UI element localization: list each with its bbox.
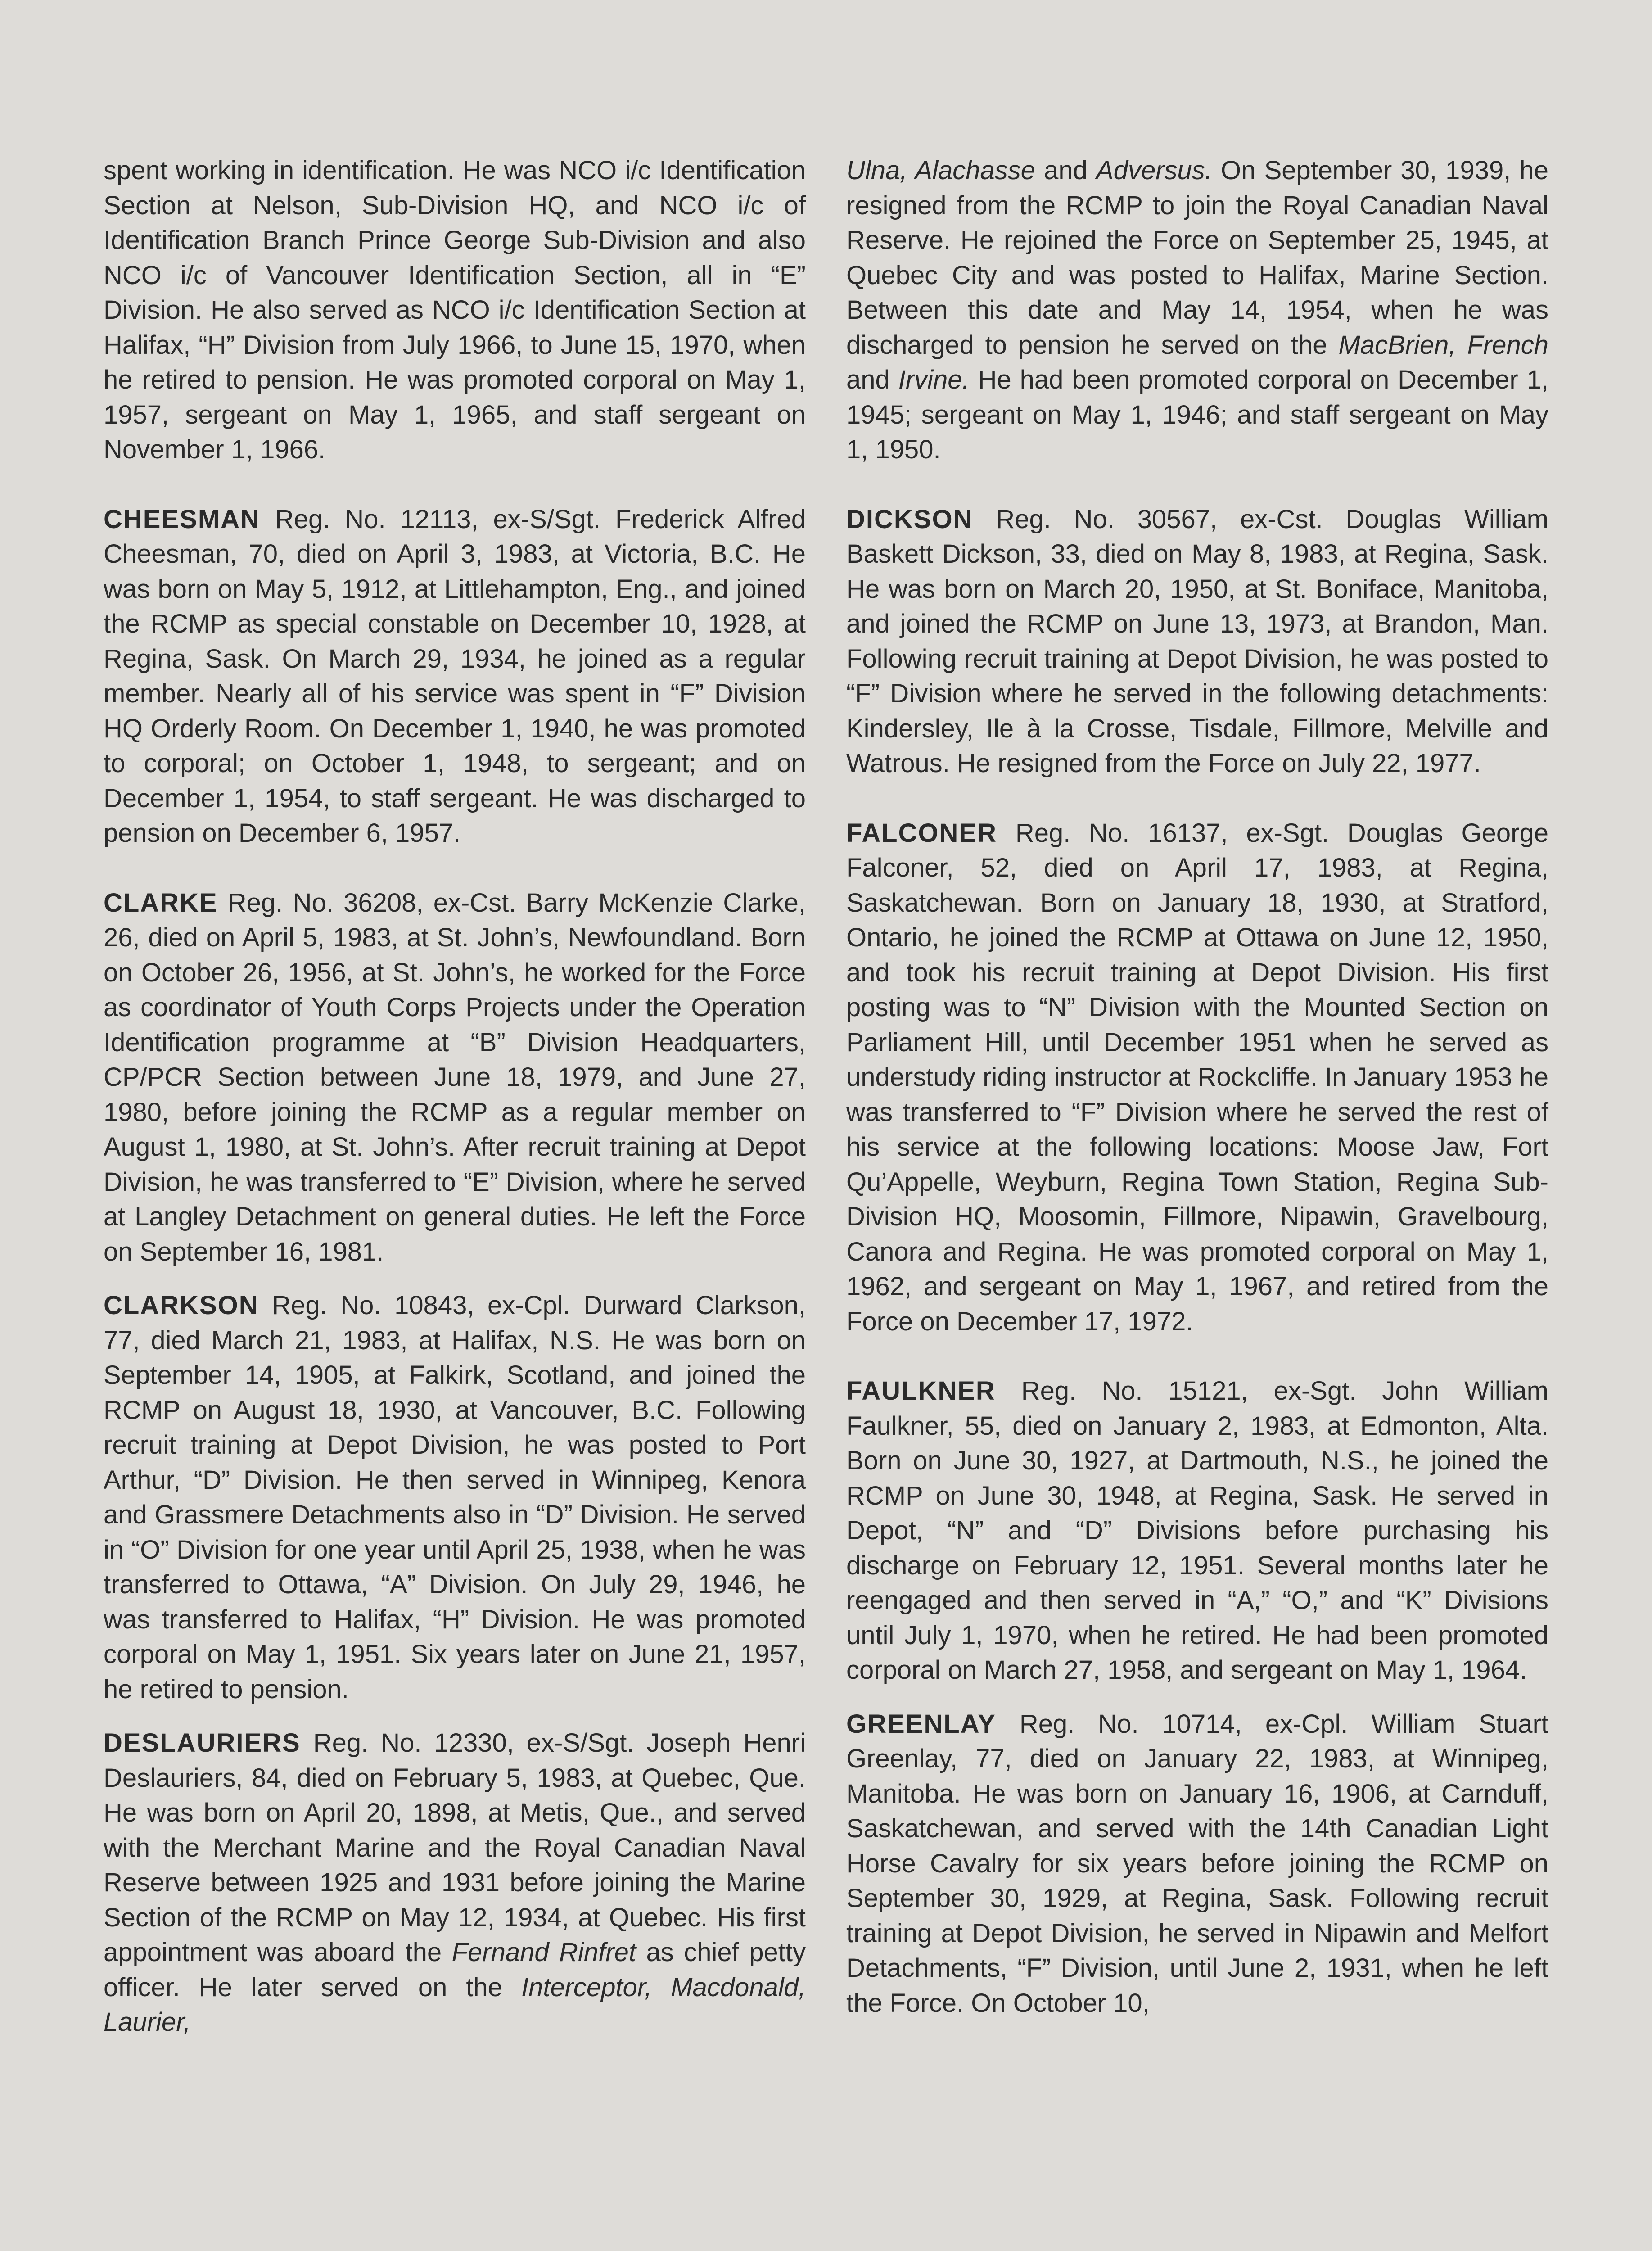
- obituary-clarkson: [104, 1288, 806, 1707]
- obituary-name: FALCONER: [846, 818, 997, 848]
- ship-name: Adversus.: [1096, 156, 1212, 185]
- obituary-text: spent working in identification. He was NCO i/c Identification Section at Nelson, Sub-Division HQ, and NCO i/c of Identification Branch Prince George Sub-Division and also NCO i/c of Vancouver Identification Section, all in “E” Division. He also served as NCO i/c Identification Section at Halifax, “H” Division from July 1966, to June 15, 1970, when he retired to pension. He was promoted corporal on May 1, 1957, sergeant on May 1, 1965, and staff sergeant on November 1, 1966.: [104, 156, 806, 464]
- obituary-text: Reg. No. 36208, ex-Cst. Barry McKenzie Clarke, 26, died on April 5, 1983, at St. John’s, Newfoundland. Born on October 26, 1956, at St. John’s, he worked for the Force as coordinator of Youth Corps Projects under the Operation Identification programme at “B” Division Headquarters, CP/PCR Section between June 18, 1979, and June 27, 1980, before joining the RCMP as a regular member on August 1, 1980, at St. John’s. After recruit training at Depot Division, he was transferred to “E” Division, where he served at Langley Detachment on general duties. He left the Force on September 16, 1981.: [104, 888, 806, 1266]
- obituary-name: DICKSON: [846, 504, 973, 534]
- ship-name: Fernand Rinfret: [451, 1938, 636, 1967]
- obituary-text: Reg. No. 10714, ex-Cpl. William Stuart Greenlay, 77, died on January 22, 1983, at Winnipeg, Manitoba. He was born on January 16, 1906, at Carnduff, Saskatchewan, and served with the 14th Canadian Light Horse Cavalry for six years before joining the RCMP on September 30, 1929, at Regina, Sask. Following recruit training at Depot Division, he served in Nipawin and Melfort Detachments, “F” Division, until June 2, 1931, when he left the Force. On October 10,: [846, 1709, 1548, 2018]
- ship-names: Interceptor, Macdonald, Laurier,: [104, 1972, 806, 2037]
- obituary-name: FAULKNER: [846, 1376, 996, 1406]
- obituary-faulkner: [846, 1374, 1548, 1688]
- ship-name: Irvine.: [898, 365, 970, 394]
- obituary-text: Reg. No. 12113, ex-S/Sgt. Frederick Alfred Cheesman, 70, died on April 3, 1983, at Victoria, B.C. He was born on May 5, 1912, at Littlehampton, Eng., and joined the RCMP as special constable on December 10, 1928, at Regina, Sask. On March 29, 1934, he joined as a regular member. Nearly all of his service was spent in “F” Division HQ Orderly Room. On December 1, 1940, he was promoted to corporal; on October 1, 1948, to sergeant; and on December 1, 1954, to staff sergeant. He was discharged to pension on December 6, 1957.: [104, 504, 806, 848]
- right-column: [846, 153, 1548, 2020]
- obituary-greenlay: [846, 1707, 1548, 2021]
- obituary-name: CLARKE: [104, 888, 218, 918]
- obituary-text: Reg. No. 15121, ex-Sgt. John William Faulkner, 55, died on January 2, 1983, at Edmonton, Alta. Born on June 30, 1927, at Dartmouth, N.S., he joined the RCMP on June 30, 1948, at Regina, Sask. He served in Depot, “N” and “D” Divisions before purchasing his discharge on February 12, 1951. Several months later he reengaged and then served in “A,” “O,” and “K” Divisions until July 1, 1970, when he retired. He had been promoted corporal on March 27, 1958, and sergeant on May 1, 1964.: [846, 1376, 1548, 1685]
- obituary-continued: [104, 153, 806, 467]
- obituary-text: He had been promoted corporal on December 1, 1945; sergeant on May 1, 1946; and staff sergeant on May 1, 1950.: [846, 365, 1548, 464]
- obituary-deslauriers: [104, 1726, 806, 2040]
- obituary-text: Reg. No. 12330, ex-S/Sgt. Joseph Henri Deslauriers, 84, died on February 5, 1983, at Quebec, Que. He was born on April 20, 1898, at Metis, Que., and served with the Merchant Marine and the Royal Canadian Naval Reserve between 1925 and 1931 before joining the Marine Section of the RCMP on May 12, 1934, at Quebec. His first appointment was aboard the: [104, 1728, 806, 1967]
- obituary-dickson: [846, 502, 1548, 781]
- obituary-text: as chief petty officer. He later served on the: [104, 1938, 806, 2002]
- obituary-name: DESLAURIERS: [104, 1728, 301, 1758]
- obituary-falconer: [846, 816, 1548, 1339]
- obituary-cheesman: [104, 502, 806, 851]
- obituary-text: Reg. No. 10843, ex-Cpl. Durward Clarkson, 77, died March 21, 1983, at Halifax, N.S. He was born on September 14, 1905, at Falkirk, Scotland, and joined the RCMP on August 18, 1930, at Vancouver, B.C. Following recruit training at Depot Division, he was posted to Port Arthur, “D” Division. He then served in Winnipeg, Kenora and Grassmere Detachments also in “D” Division. He served in “O” Division for one year until April 25, 1938, when he was transferred to Ottawa, “A” Division. On July 29, 1946, he was transferred to Halifax, “H” Division. He was promoted corporal on May 1, 1951. Six years later on June 21, 1957, he retired to pension.: [104, 1291, 806, 1704]
- obituary-name: GREENLAY: [846, 1709, 996, 1739]
- obituary-text: Reg. No. 30567, ex-Cst. Douglas William Baskett Dickson, 33, died on May 8, 1983, at Regina, Sask. He was born on March 20, 1950, at St. Boniface, Manitoba, and joined the RCMP on June 13, 1973, at Brandon, Man. Following recruit training at Depot Division, he was posted to “F” Division where he served in the following detachments: Kindersley, Ile à la Crosse, Tisdale, Fillmore, Melville and Watrous. He resigned from the Force on July 22, 1977.: [846, 504, 1548, 778]
- obituary-text: and: [846, 365, 898, 394]
- obituary-deslauriers-continued: [846, 153, 1548, 467]
- left-column: [104, 153, 806, 2040]
- obituary-text: On September 30, 1939, he resigned from the RCMP to join the Royal Canadian Naval Reserve. He rejoined the Force on September 25, 1945, at Quebec City and was posted to Halifax, Marine Section. Between this date and May 14, 1954, when he was discharged to pension he served on the: [846, 156, 1548, 360]
- obituary-name: CHEESMAN: [104, 504, 260, 534]
- ship-names: Ulna, Alachasse: [846, 156, 1035, 185]
- obituary-name: CLARKSON: [104, 1291, 259, 1320]
- obituary-text: and: [1035, 156, 1097, 185]
- obituary-text: Reg. No. 16137, ex-Sgt. Douglas George Falconer, 52, died on April 17, 1983, at Regina, Saskatchewan. Born on January 18, 1930, at Stratford, Ontario, he joined the RCMP at Ottawa on June 12, 1950, and took his recruit training at Depot Division. His first posting was to “N” Division with the Mounted Section on Parliament Hill, until December 1951 when he served as understudy riding instructor at Rockcliffe. In January 1953 he was transferred to “F” Division where he served the rest of his service at the following locations: Moose Jaw, Fort Qu’Appelle, Weyburn, Regina Town Station, Regina Sub-Division HQ, Moosomin, Fillmore, Nipawin, Gravelbourg, Canora and Regina. He was promoted corporal on May 1, 1962, and sergeant on May 1, 1967, and retired from the Force on December 17, 1972.: [846, 818, 1548, 1336]
- ship-names: MacBrien, French: [1338, 330, 1548, 360]
- obituary-clarke: [104, 886, 806, 1270]
